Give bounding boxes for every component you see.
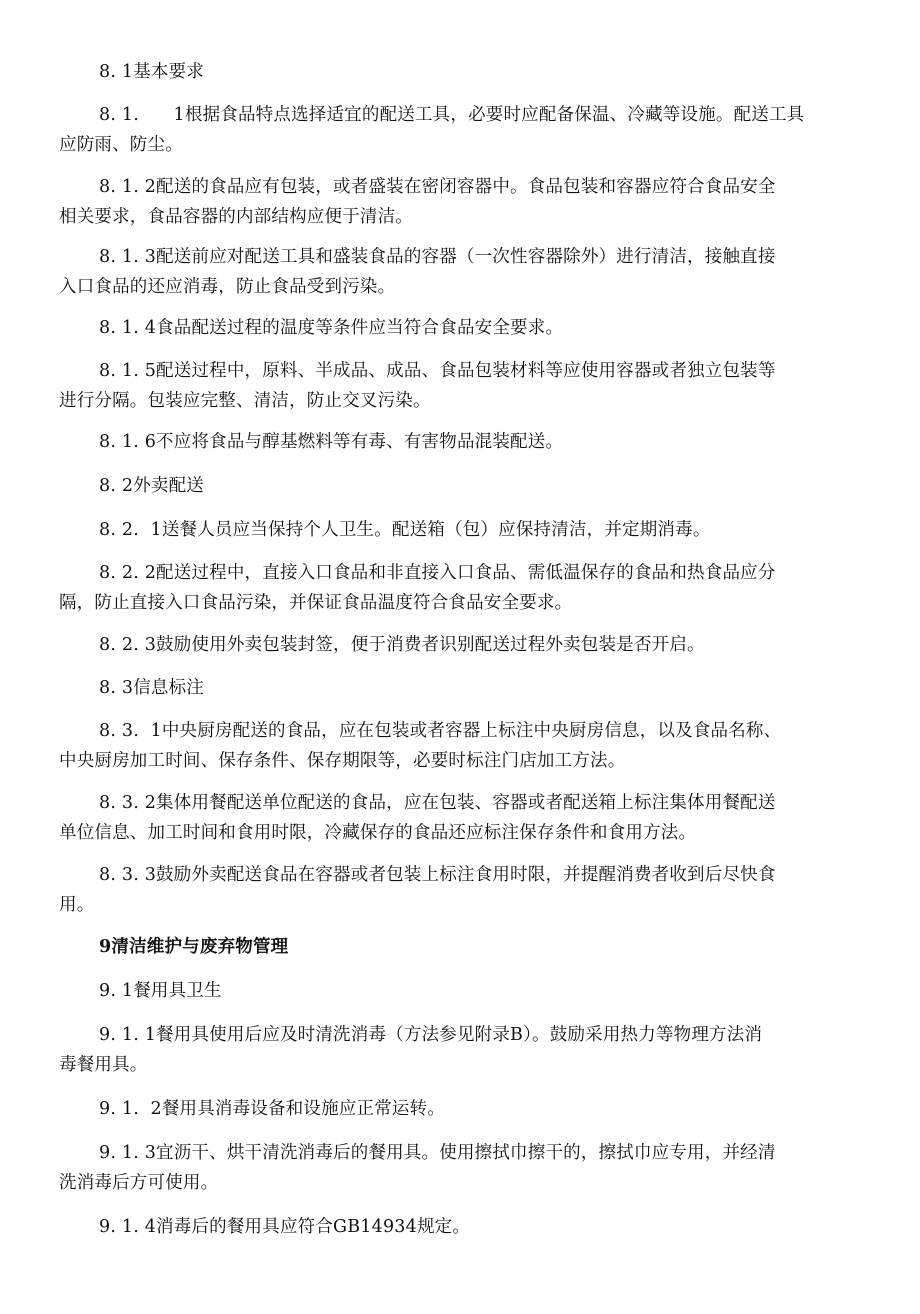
text-line: 8. 1. 6不应将食品与醇基燃料等有毒、有害物品混装配送。 [99, 432, 564, 452]
text-line: 9. 1. 4消毒后的餐用具应符合GB14934规定。 [99, 1217, 471, 1237]
text-line: 入口食品的还应消毒，防止食品受到污染。 [59, 277, 396, 297]
clause-8-1-6 [59, 427, 829, 457]
clause-8-2-2 [59, 558, 829, 618]
text-line: 8. 1. 4食品配送过程的温度等条件应当符合食品安全要求。 [99, 318, 564, 338]
clause-8-1-1 [59, 100, 829, 160]
clause-8-1-2 [59, 172, 829, 232]
text-line: 8. 1. 2配送的食品应有包装，或者盛装在密闭容器中。食品包装和容器应符合食品安全 [99, 177, 776, 197]
clause-8-2-3 [59, 630, 829, 660]
text-line: 相关要求，食品容器的内部结构应便于清洁。 [59, 207, 413, 227]
text-line: 8. 2. 2配送过程中，直接入口食品和非直接入口食品、需低温保存的食品和热食品应分 [99, 563, 776, 583]
text-line: 进行分隔。包装应完整、清洁，防止交叉污染。 [59, 391, 431, 411]
clause-9-1-1 [59, 1020, 829, 1080]
clause-8-1-3 [59, 242, 829, 302]
text-line: 毒餐用具。 [59, 1055, 148, 1075]
text-line: 用。 [59, 895, 95, 915]
text-line: 8. 1. 3配送前应对配送工具和盛装食品的容器（一次性容器除外）进行清洁，接触直接 [99, 247, 776, 267]
text-line: 8. 3. 1中央厨房配送的食品，应在包装或者容器上标注中央厨房信息，以及食品名称、 [99, 721, 782, 741]
text-line: 9. 1. 3宜沥干、烘干清洗消毒后的餐用具。使用擦拭巾擦干的，擦拭巾应专用，并经清 [99, 1143, 776, 1163]
chapter-heading-9 [59, 932, 829, 962]
clause-8-1-4 [59, 313, 829, 343]
text-line: 中央厨房加工时间、保存条件、保存期限等，必要时标注门店加工方法。 [59, 751, 626, 771]
text-line: 8. 3. 2集体用餐配送单位配送的食品，应在包装、容器或者配送箱上标注集体用餐配送 [99, 793, 776, 813]
text-line: 9. 1. 1餐用具使用后应及时清洗消毒（方法参见附录B）。鼓励采用热力等物理方法消 [99, 1025, 763, 1045]
section-heading-9-1 [59, 976, 829, 1006]
clause-8-3-2 [59, 788, 829, 848]
text-line: 应防雨、防尘。 [59, 135, 183, 155]
clause-9-1-3 [59, 1138, 829, 1198]
section-heading-8-3 [59, 673, 829, 703]
clause-9-1-2 [59, 1094, 829, 1124]
text-line: 隔，防止直接入口食品污染，并保证食品温度符合食品安全要求。 [59, 593, 573, 613]
text-line: 8. 1. 5配送过程中，原料、半成品、成品、食品包装材料等应使用容器或者独立包装等 [99, 361, 776, 381]
text-line: 8. 3. 3鼓励外卖配送食品在容器或者包装上标注食用时限，并提醒消费者收到后尽快食 [99, 865, 776, 885]
text-line: 8. 2. 1送餐人员应当保持个人卫生。配送箱（包）应保持清洁，并定期消毒。 [99, 520, 711, 540]
text-line: 8. 2. 3鼓励使用外卖包装封签，便于消费者识别配送过程外卖包装是否开启。 [99, 635, 705, 655]
text-line: 8. 2外卖配送 [99, 476, 204, 496]
clause-8-3-3 [59, 860, 829, 920]
text-line: 9清洁维护与废弃物管理 [99, 937, 289, 957]
text-line: 9. 1餐用具卫生 [99, 981, 222, 1001]
section-heading-8-1 [59, 57, 829, 87]
text-line: 8. 3信息标注 [99, 678, 204, 698]
text-line: 洗消毒后方可使用。 [59, 1173, 219, 1193]
clause-8-1-5 [59, 356, 829, 416]
clause-8-3-1 [59, 716, 829, 776]
text-line: 8. 1. 1根据食品特点选择适宜的配送工具，必要时应配备保温、冷藏等设施。配送工具 [99, 105, 805, 125]
section-heading-8-2 [59, 471, 829, 501]
text-line: 单位信息、加工时间和食用时限，冷藏保存的食品还应标注保存条件和食用方法。 [59, 823, 697, 843]
clause-9-1-4 [59, 1212, 829, 1242]
clause-8-2-1 [59, 515, 829, 545]
text-line: 8. 1基本要求 [99, 62, 204, 82]
text-line: 9. 1. 2餐用具消毒设备和设施应正常运转。 [99, 1099, 446, 1119]
